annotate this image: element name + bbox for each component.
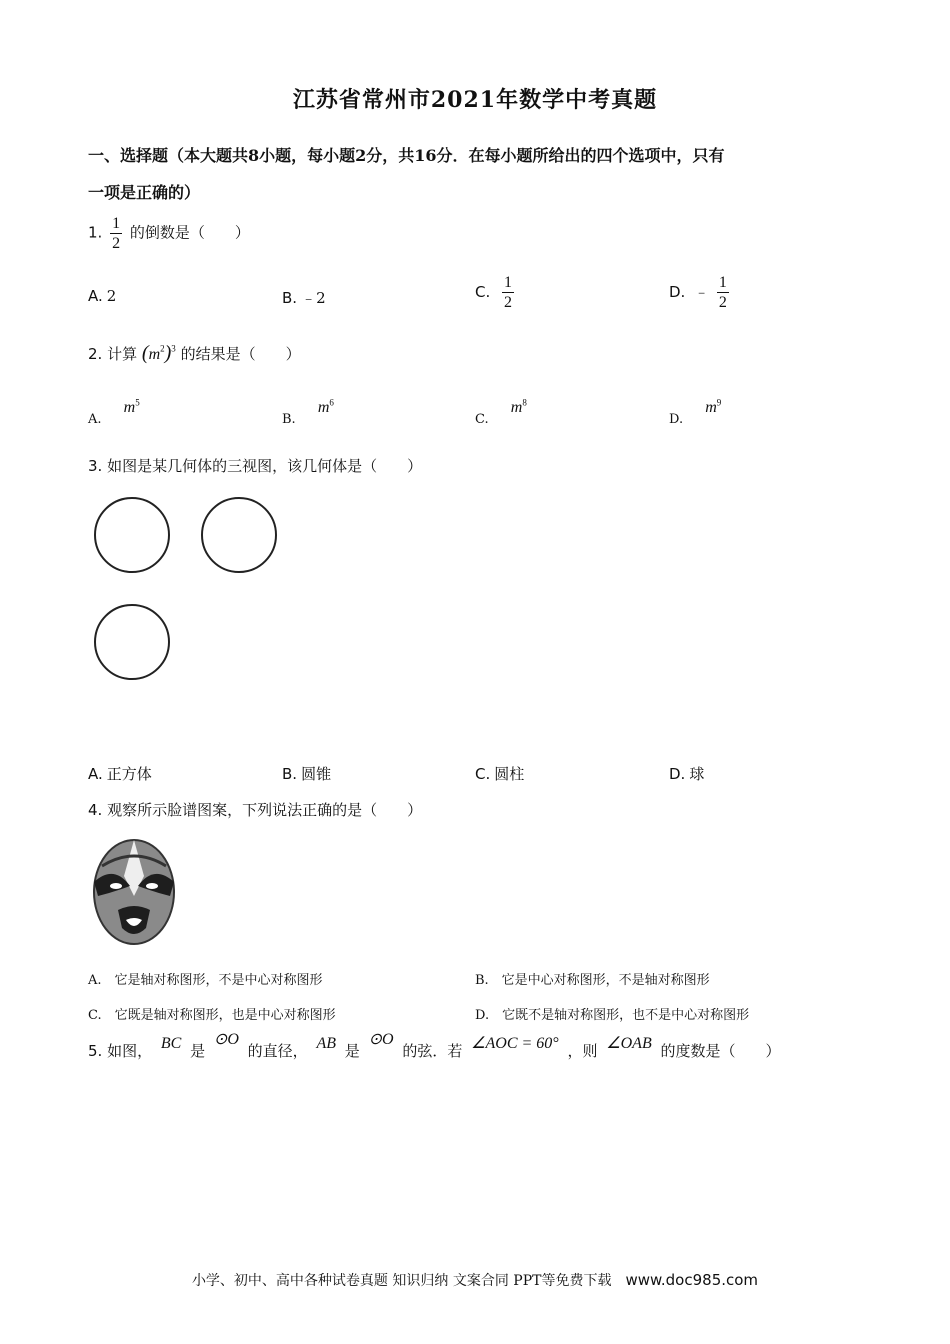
q4-option-c: C. 它既是轴对称图形，也是中心对称图形 [88, 1008, 336, 1023]
option-key: C. [475, 282, 491, 301]
q1-option-c [475, 274, 517, 311]
q2-option-a [88, 398, 140, 428]
question-5-text: 是 [344, 1042, 360, 1060]
minus-sign: ﹣ [694, 282, 710, 301]
option-key: A. [88, 765, 103, 783]
question-1-text: 的倒数是（ ） [129, 223, 250, 242]
exponent: 8 [522, 398, 527, 408]
base-variable: m [148, 346, 161, 363]
option-expr [124, 399, 140, 416]
question-5-text: 的直径， [247, 1042, 308, 1060]
option-key: A. [88, 412, 102, 428]
circle-o-symbol: ⊙O [368, 1031, 394, 1048]
q4-option-b: B. 它是中心对称图形，不是轴对称图形 [475, 973, 710, 988]
fraction-bar [110, 233, 122, 234]
side-view-circle [201, 497, 277, 573]
question-4-number: 4. [88, 801, 103, 819]
question-3-text: 如图是某几何体的三视图，该几何体是（ ） [107, 457, 423, 475]
option-key: C. [475, 412, 489, 428]
variable: m [510, 399, 523, 417]
question-2-text-post: 的结果是（ ） [180, 345, 301, 363]
exponent: 9 [716, 398, 722, 408]
option-text: ﹣2 [301, 289, 326, 307]
option-key: D. [669, 765, 686, 783]
q1-option-b [282, 287, 326, 308]
q3-option-c [475, 763, 524, 784]
page-footer [0, 1270, 950, 1290]
variable: m [317, 399, 330, 417]
q3-option-a [88, 763, 152, 784]
outer-exponent: 3 [171, 343, 176, 354]
circle-o-symbol: ⊙O [213, 1031, 239, 1048]
option-key: B. [282, 412, 296, 428]
fraction-bar [502, 292, 514, 293]
question-5 [88, 1031, 781, 1061]
fraction-denominator: 2 [112, 235, 121, 252]
question-3 [88, 455, 422, 476]
fraction-denominator: 2 [504, 294, 513, 311]
option-text: 2 [106, 287, 117, 305]
variable: m [123, 399, 136, 417]
q3-option-d [669, 763, 704, 784]
fraction-one-half [110, 215, 122, 252]
exponent: 5 [135, 398, 140, 408]
exponent: 6 [329, 398, 334, 408]
fraction-numerator: 1 [504, 274, 513, 291]
q1-option-a [88, 287, 116, 305]
question-5-text: 如图， [107, 1042, 153, 1060]
power-expression: $(m^2)^3$ [141, 342, 176, 364]
footer-text: 小学、初中、高中各种试卷真题 知识归纳 文案合同 PPT等免费下载 [191, 1273, 612, 1289]
fraction-numerator: 1 [112, 215, 121, 232]
question-3-number: 3. [88, 457, 103, 475]
question-2-number: 2. [88, 345, 103, 363]
option-expr [705, 399, 721, 416]
fraction-denominator: 2 [718, 294, 727, 311]
q4-option-a: A. 它是轴对称图形，不是中心对称图形 [88, 973, 323, 988]
inner-exponent: 2 [160, 343, 165, 354]
option-key: B. [282, 765, 298, 783]
variable: m [705, 399, 717, 417]
q2-option-d [669, 398, 722, 428]
option-text: 圆柱 [494, 765, 525, 783]
segment-bc: BC [160, 1035, 182, 1052]
section-heading-line2: 一项是正确的） [88, 183, 201, 202]
option-fraction [717, 274, 729, 311]
option-text: 正方体 [106, 765, 152, 783]
q2-option-c [475, 398, 527, 428]
q4-option-d: D. 它既不是轴对称图形，也不是中心对称图形 [475, 1008, 750, 1023]
option-key: C. [475, 765, 491, 783]
footer-website-link[interactable]: www.doc985.com [625, 1271, 759, 1289]
q2-option-b [282, 398, 334, 428]
question-4 [88, 799, 422, 820]
question-4-text: 观察所示脸谱图案，下列说法正确的是（ ） [107, 801, 423, 819]
option-text: 圆锥 [301, 765, 332, 783]
angle-aoc-expression: ∠AOC = 60° [471, 1035, 559, 1052]
page-title: 江苏省常州市2021年数学中考真题 [292, 87, 658, 113]
top-view-circle [94, 604, 170, 680]
question-2-text-pre: 计算 [107, 345, 138, 363]
question-5-text: 的弦．若 [402, 1042, 463, 1060]
fraction-numerator: 1 [718, 274, 727, 291]
question-5-text: 的度数是（ ） [660, 1042, 781, 1060]
question-2 [88, 342, 301, 365]
question-5-text: ，则 [567, 1042, 598, 1060]
option-key: A. [88, 287, 103, 305]
question-5-number: 5. [88, 1042, 103, 1060]
option-fraction [502, 274, 514, 311]
q3-option-b [282, 763, 331, 784]
segment-ab: AB [316, 1035, 337, 1052]
option-expr [318, 399, 334, 416]
angle-oab-expression: ∠OAB [606, 1035, 652, 1052]
option-key: B. [282, 289, 298, 307]
question-1 [88, 215, 250, 252]
option-key: D. [669, 282, 686, 301]
fraction-bar [717, 292, 729, 293]
opera-mask-image [88, 836, 180, 948]
question-1-number: 1. [88, 223, 103, 242]
question-5-text: 是 [190, 1042, 206, 1060]
section-heading-line1: 一、选择题（本大题共8小题，每小题2分，共16分．在每小题所给出的四个选项中，只有 [88, 146, 725, 165]
q1-option-d [669, 274, 732, 311]
front-view-circle [94, 497, 170, 573]
option-expr [511, 399, 527, 416]
option-key: D. [669, 412, 684, 428]
option-text: 球 [689, 765, 705, 783]
